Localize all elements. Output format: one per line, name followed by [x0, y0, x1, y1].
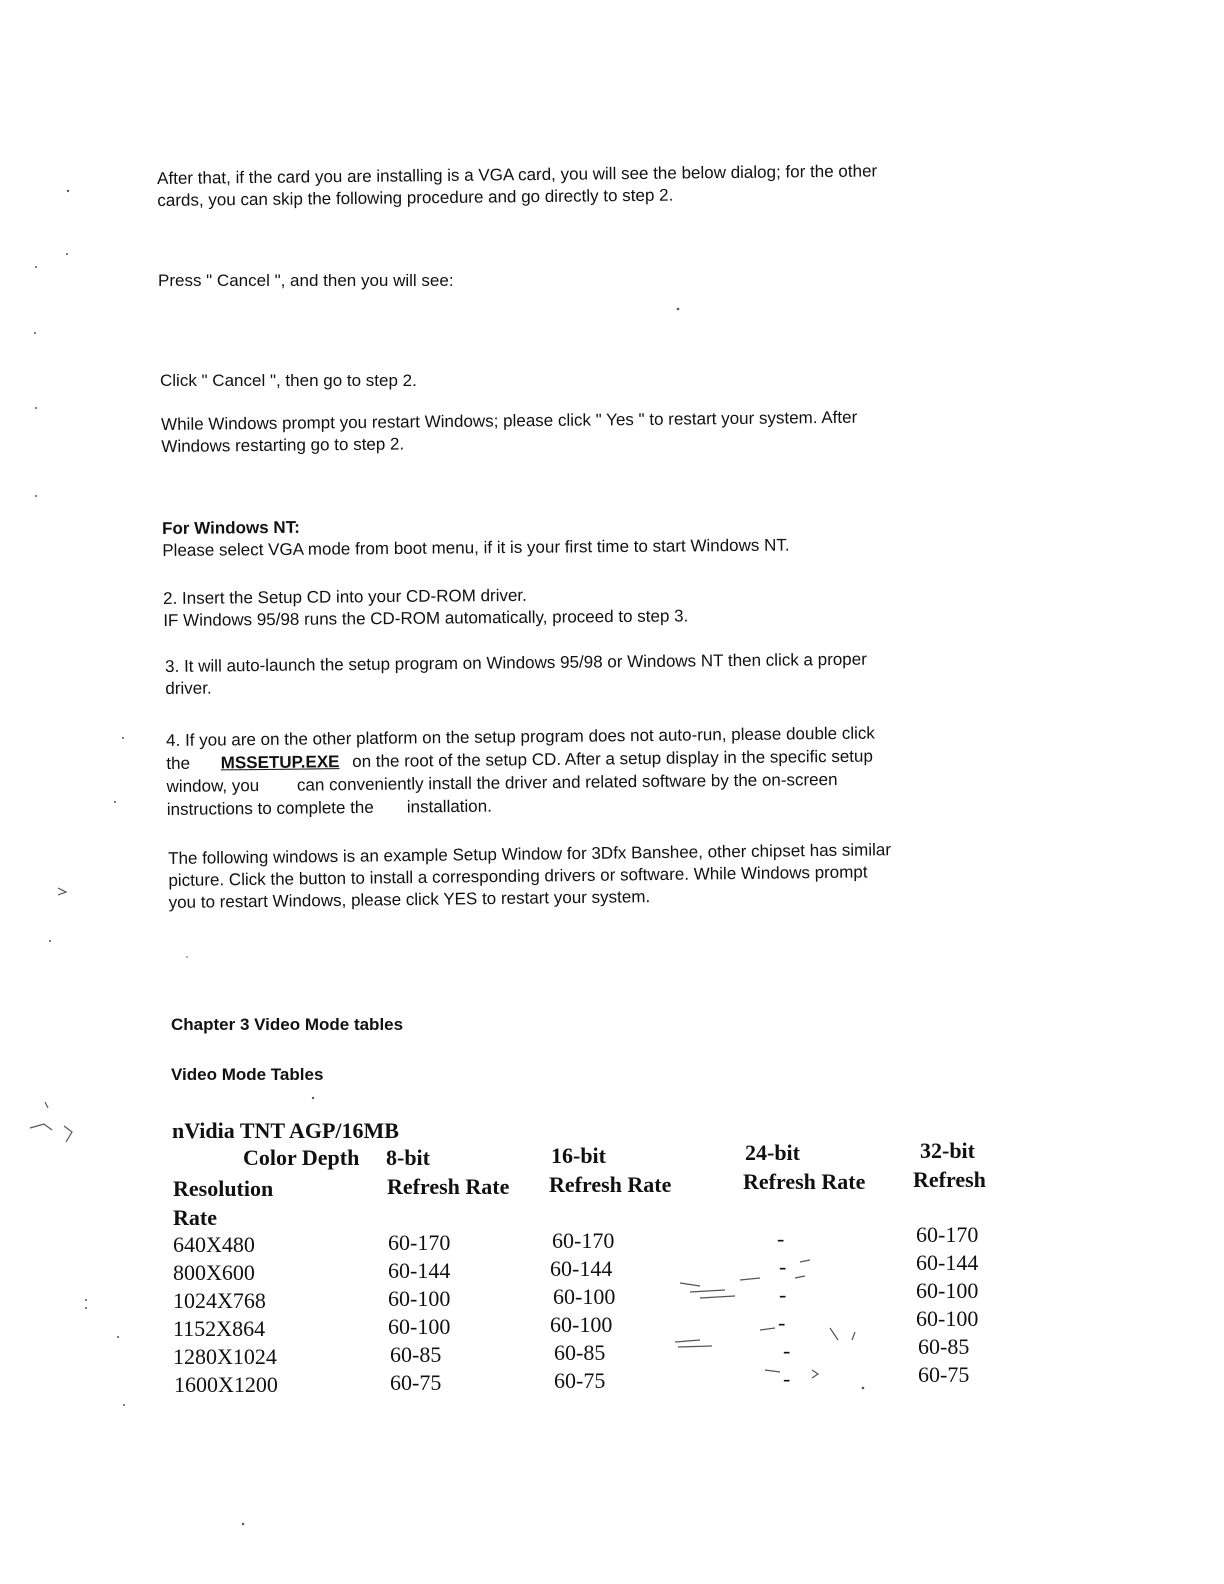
restart-line-2: Windows restarting go to step 2.	[161, 434, 405, 456]
restart-paragraph	[161, 407, 858, 458]
header-rate: Rate	[173, 1205, 217, 1230]
step-4-line-3: window, you can conveniently install the driver and related software by the on-screen	[166, 769, 838, 796]
windows-nt-text: Please select VGA mode from boot menu, if it is your first time to start Windows NT.	[162, 535, 790, 560]
chapter-heading: Chapter 3 Video Mode tables	[171, 1015, 404, 1034]
header-color-depth: Color Depth	[243, 1145, 360, 1170]
cell-24bit: -	[779, 1282, 787, 1307]
cell-32bit: 60-144	[916, 1250, 979, 1275]
example-line-3: you to restart Windows, please click YES to restart your system.	[168, 887, 651, 912]
step-2-line-1: 2. Insert the Setup CD into your CD-ROM driver.	[163, 585, 527, 608]
cell-24bit: -	[777, 1226, 785, 1251]
cell-8bit: 60-170	[388, 1230, 451, 1255]
cell-16bit: 60-100	[550, 1312, 613, 1337]
cell-32bit: 60-85	[918, 1334, 970, 1359]
header-refresh-32: Refresh	[913, 1167, 986, 1192]
windows-nt-heading: For Windows NT:	[162, 517, 300, 538]
example-line-1: The following windows is an example Setup Window for 3Dfx Banshee, other chipset has similar	[168, 840, 892, 868]
cell-24bit: -	[783, 1366, 791, 1391]
cell-16bit: 60-85	[554, 1340, 606, 1365]
windows-nt-section	[162, 513, 790, 562]
step-4-line-1: 4. If you are on the other platform on the setup program does not auto-run, please double click	[166, 723, 875, 750]
cell-16bit: 60-144	[550, 1256, 613, 1281]
step-2-line-2: IF Windows 95/98 runs the CD-ROM automatically, proceed to step 3.	[163, 606, 689, 630]
header-8bit: 8-bit	[386, 1145, 430, 1170]
press-cancel-paragraph: Press " Cancel ", and then you will see:	[158, 271, 454, 290]
cell-resolution: 1024X768	[173, 1288, 266, 1313]
header-refresh-8: Refresh Rate	[387, 1174, 510, 1199]
cell-24bit: -	[783, 1338, 791, 1363]
cell-16bit: 60-75	[554, 1368, 606, 1393]
cell-8bit: 60-100	[388, 1286, 451, 1311]
cell-32bit: 60-100	[916, 1306, 979, 1331]
cell-resolution: 1280X1024	[173, 1344, 277, 1369]
cell-resolution: 1600X1200	[174, 1372, 278, 1397]
cell-resolution: 640X480	[173, 1232, 255, 1257]
header-refresh-24: Refresh Rate	[743, 1169, 866, 1194]
header-32bit: 32-bit	[920, 1138, 975, 1163]
msetup-exe-link[interactable]: MSSETUP.EXE	[220, 752, 340, 773]
click-cancel-paragraph: Click " Cancel ", then go to step 2.	[160, 371, 417, 390]
header-24bit: 24-bit	[745, 1140, 800, 1165]
step-4-paragraph	[166, 722, 876, 821]
cell-24bit: -	[778, 1310, 786, 1335]
cell-8bit: 60-75	[390, 1370, 442, 1395]
table-title: nVidia TNT AGP/16MB	[172, 1118, 399, 1143]
step-2-paragraph	[163, 583, 688, 632]
step-3-line-2: driver.	[165, 678, 212, 698]
cell-32bit: 60-170	[916, 1222, 979, 1247]
header-16bit: 16-bit	[551, 1143, 606, 1168]
cell-8bit: 60-100	[388, 1314, 451, 1339]
cell-16bit: 60-170	[552, 1228, 615, 1253]
cell-8bit: 60-144	[388, 1258, 451, 1283]
cell-16bit: 60-100	[553, 1284, 616, 1309]
cell-8bit: 60-85	[390, 1342, 442, 1367]
cell-32bit: 60-100	[916, 1278, 979, 1303]
header-refresh-16: Refresh Rate	[549, 1172, 672, 1197]
cell-resolution: 1152X864	[173, 1316, 266, 1341]
example-paragraph	[168, 839, 892, 914]
restart-line-1: While Windows prompt you restart Windows; please click " Yes " to restart your system. After	[161, 407, 858, 434]
intro-line-1: After that, if the card you are installing is a VGA card, you will see the below dialog; for the other	[157, 161, 878, 188]
step-4-line-4: instructions to complete the installation.	[166, 796, 492, 819]
step-4-line-2-post: on the root of the setup CD. After a setup display in the specific setup	[352, 746, 873, 772]
intro-line-2: cards, you can skip the following procedure and go directly to step 2.	[157, 185, 674, 210]
cell-24bit: -	[779, 1254, 787, 1279]
cell-32bit: 60-75	[918, 1362, 970, 1387]
header-resolution: Resolution	[173, 1176, 274, 1201]
example-line-2: picture. Click the button to install a corresponding drivers or software. While Windows prompt	[168, 862, 868, 890]
step-3-line-1: 3. It will auto-launch the setup program on Windows 95/98 or Windows NT then click a proper	[165, 649, 867, 676]
intro-paragraph	[157, 160, 877, 212]
cell-resolution: 800X600	[173, 1260, 255, 1285]
section-heading: Video Mode Tables	[171, 1065, 324, 1084]
step-3-paragraph	[165, 649, 867, 700]
step-4-line-2-pre: the	[166, 753, 191, 773]
